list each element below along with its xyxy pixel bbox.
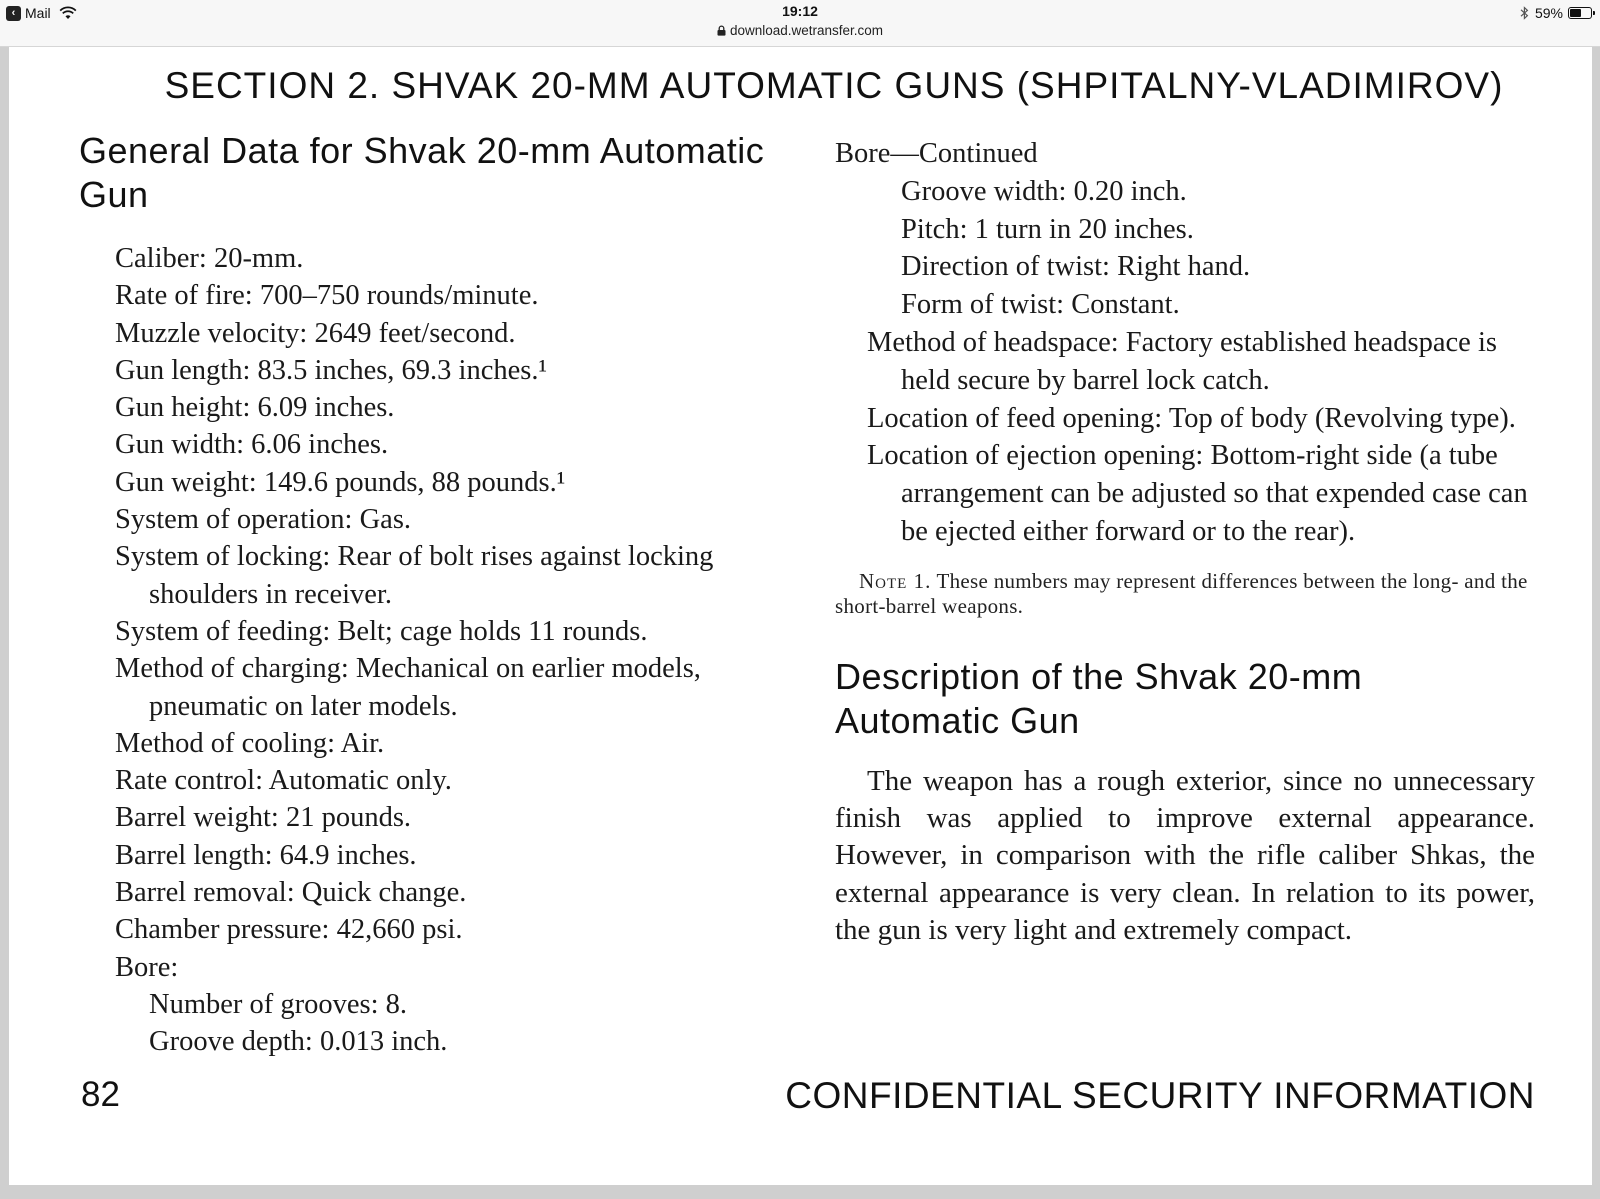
bore-spec-item-value: Right hand.	[1117, 251, 1251, 283]
spec-item-value: Quick change.	[301, 877, 467, 909]
bore-continued-label: Bore—Continued	[835, 138, 1038, 169]
spec-item-value: Gas.	[359, 504, 412, 536]
spec-item-label: System of feeding:	[115, 615, 331, 647]
spec-item-label: System of locking:	[115, 541, 331, 573]
spec-item	[867, 437, 1535, 550]
document-page	[9, 47, 1592, 1185]
spec-item-label: Method of headspace:	[867, 326, 1119, 358]
spec-item	[115, 911, 799, 948]
general-data-heading: General Data for Shvak 20-mm Automatic Gun	[79, 130, 765, 215]
spec-item	[115, 277, 799, 314]
bore-spec-item-value: 0.013 inch.	[319, 1026, 448, 1058]
left-column	[79, 129, 799, 1061]
footnote-text: These numbers may represent differences between the long- and the short-barrel weapons.	[835, 568, 1528, 618]
classification-footer: CONFIDENTIAL SECURITY INFORMATION	[785, 1075, 1535, 1116]
bore-spec-item	[901, 211, 1535, 249]
spec-item-value: 700–750 rounds/minute.	[259, 280, 539, 312]
battery-icon	[1568, 7, 1592, 19]
spec-item-value: Factory established headspace is held secure by barrel lock catch.	[901, 326, 1497, 396]
status-indicators	[1520, 3, 1592, 23]
bore-continued-list	[835, 173, 1535, 324]
bore-spec-item	[901, 248, 1535, 286]
description-heading: Description of the Shvak 20-mm Automatic Gun	[835, 655, 1363, 741]
spec-item-value: 6.06 inches.	[251, 429, 389, 461]
spec-item-label: Bore:	[115, 951, 179, 983]
spec-item-value: 149.6 pounds, 88 pounds.¹	[263, 466, 566, 498]
spec-item-label: Method of charging:	[115, 653, 349, 685]
spec-item-value: Mechanical on earlier models, pneumatic on later models.	[149, 653, 701, 722]
spec-item-value: 83.5 inches, 69.3 inches.¹	[257, 354, 548, 386]
spec-item	[115, 837, 799, 874]
back-arrow-icon[interactable]: ‹	[6, 6, 21, 21]
right-column	[835, 135, 1535, 949]
spec-item-label: Muzzle velocity:	[115, 317, 308, 349]
page-number: 82	[81, 1075, 120, 1114]
bore-spec-item-label: Number of grooves:	[149, 988, 379, 1020]
spec-item-label: Method of cooling:	[115, 727, 336, 759]
spec-item	[115, 949, 799, 986]
spec-item-value: 6.09 inches.	[257, 392, 395, 424]
address-bar[interactable]	[0, 23, 1600, 38]
spec-item-value: 20-mm.	[213, 243, 304, 274]
spec-item	[115, 762, 799, 799]
footnote	[835, 569, 1535, 619]
spec-item-label: System of operation:	[115, 504, 353, 536]
spec-item-label: Chamber pressure:	[115, 914, 330, 946]
spec-item-label: Barrel removal:	[115, 877, 295, 909]
spec-list	[115, 240, 799, 1061]
spec-item-label: Gun width:	[115, 429, 245, 461]
bore-spec-item-value: 0.20 inch.	[1073, 175, 1187, 207]
spec-item-label: Barrel weight:	[115, 802, 279, 834]
spec-item	[115, 315, 799, 352]
spec-item	[115, 501, 799, 538]
bluetooth-icon	[1520, 6, 1529, 20]
spec-item-value: Rear of bolt rises against locking shoulders in receiver.	[149, 541, 714, 610]
spec-item	[115, 613, 799, 650]
bore-spec-item-label: Groove width:	[901, 175, 1067, 207]
bore-spec-item-value: 8.	[385, 988, 408, 1020]
spec-item-value: 21 pounds.	[285, 802, 412, 834]
spec-item-value: Automatic only.	[268, 765, 452, 797]
url-text[interactable]: download.wetransfer.com	[729, 23, 884, 38]
battery-percentage: 59%	[1534, 5, 1563, 21]
bore-spec-item-value: 1 turn in 20 inches.	[974, 213, 1194, 245]
battery-level	[1570, 9, 1581, 17]
spec-item-label: Location of feed opening:	[867, 402, 1163, 434]
spec-item	[115, 464, 799, 501]
spec-item-value: 2649 feet/second.	[314, 317, 516, 349]
spec-item	[115, 538, 799, 613]
spec-item-label: Gun length:	[115, 354, 251, 386]
spec-item-label: Rate of fire:	[115, 280, 253, 312]
spec-item-value: Belt; cage holds 11 rounds.	[337, 615, 648, 647]
lock-icon	[717, 25, 726, 36]
spec-item-value: Bottom-right side (a tube arrangement can be adjusted so that expended case can be ejected either forward or to the rear).	[901, 440, 1528, 547]
spec-item	[115, 650, 799, 725]
bore-spec-item-label: Form of twist:	[901, 289, 1065, 321]
spec-item-value: 64.9 inches.	[279, 839, 417, 871]
spec-item	[867, 324, 1535, 400]
bore-spec-item-label: Direction of twist:	[901, 251, 1110, 283]
spec-item	[115, 426, 799, 463]
bore-spec-item-label: Pitch:	[901, 213, 968, 245]
spec-item-value: Top of body (Revolving type).	[1168, 402, 1516, 434]
description-paragraph: The weapon has a rough exterior, since no unnecessary finish was applied to improve external appearance. However, in comparison with the rifle caliber Shkas, the external appearance is very clean. In relation to its power, the gun is very light and extremely compact.	[835, 764, 1535, 946]
status-bar	[0, 0, 1600, 47]
spec-item	[115, 240, 799, 277]
spec-item-value: 42,660 psi.	[336, 914, 463, 946]
bore-spec-item-label: Groove depth:	[149, 1026, 313, 1058]
spec-item-label: Gun weight:	[115, 466, 257, 498]
spec-item-value: Air.	[340, 727, 385, 759]
bore-spec-item	[149, 1023, 799, 1060]
spec-item	[115, 799, 799, 836]
spec-item-label: Location of ejection opening:	[867, 440, 1204, 472]
spec-item-label: Gun height:	[115, 392, 251, 424]
bore-spec-item-value: Constant.	[1071, 289, 1180, 321]
spec-item	[115, 352, 799, 389]
document-viewer[interactable]	[0, 47, 1600, 1199]
spec-item-label: Caliber:	[115, 243, 207, 274]
back-app-label[interactable]: Mail	[25, 5, 51, 21]
spec-item	[115, 874, 799, 911]
spec-item	[115, 389, 799, 426]
bore-spec-item	[149, 986, 799, 1023]
spec-item	[867, 400, 1535, 438]
bore-spec-item	[901, 173, 1535, 211]
spec-item	[115, 725, 799, 762]
clock: 19:12	[782, 3, 818, 19]
bore-spec-item	[901, 286, 1535, 324]
section-title: SECTION 2. SHVAK 20-MM AUTOMATIC GUNS (SHPITALNY-VLADIMIROV)	[164, 65, 1504, 106]
spec-item-label: Rate control:	[115, 765, 263, 797]
footnote-label: Note 1.	[859, 568, 932, 593]
right-spec-list	[835, 324, 1535, 551]
spec-item-label: Barrel length:	[115, 839, 273, 871]
